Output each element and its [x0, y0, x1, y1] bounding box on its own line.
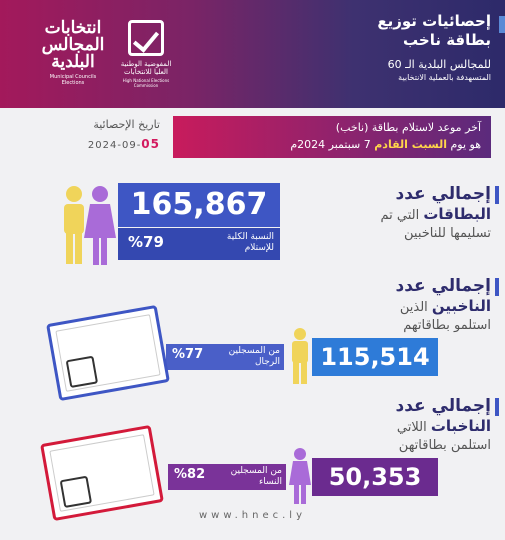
total-cards-number: 165,867 [118, 183, 280, 227]
section-marker [495, 278, 499, 296]
checkmark-icon [128, 20, 164, 56]
man-woman-figures-icon [60, 182, 118, 268]
logo-subtext: Municipal Councils Elections [49, 74, 97, 86]
hnec-logo-subtext: High National Elections Commission [122, 78, 170, 88]
page-title: إحصائيات توزيع بطاقة ناخب للمجالس البلدية الـ 60 المتسهدفة بالعملية الانتخابية [377, 12, 491, 82]
section-marker [495, 398, 499, 416]
deadline-notice: آخر موعد لاستلام بطاقة (ناخب) هو يوم السبت القادم 7 سبتمبر 2024م [173, 116, 491, 158]
hnec-logo [116, 20, 176, 90]
women-voters-number: 50,353 [312, 458, 438, 496]
man-figure-icon [288, 326, 312, 384]
total-percent-badge: %79 النسبة الكلية للإستلام [118, 228, 280, 260]
website-url: www.hnec.ly [199, 510, 306, 521]
voter-card-image [40, 425, 164, 521]
municipal-elections-logo [38, 18, 108, 86]
logo-text: انتخابات المجالس البلدية [41, 18, 105, 72]
header-banner [0, 0, 505, 108]
statistics-date: تاريخ الإحصائية 2024-09-05 [87, 118, 160, 151]
men-voters-title: إجمالي عدد الناخبين الذين استلمو بطاقاتهم [395, 276, 491, 333]
men-voters-number: 115,514 [312, 338, 438, 376]
woman-figure-icon [288, 446, 312, 504]
total-cards-title: إجمالي عدد البطاقات التي تم تسليمها للناخبين [380, 184, 491, 241]
title-accent-bar [499, 16, 505, 33]
checkmark-icon [60, 476, 92, 508]
hnec-logo-text: المفوضية الوطنية العليا للانتخابات [120, 60, 172, 76]
voter-card-image [46, 305, 170, 401]
men-percent-badge: %77 من المسجلين الرجال [166, 344, 284, 370]
section-marker [495, 186, 499, 204]
checkmark-icon [66, 356, 98, 388]
women-voters-title: إجمالي عدد الناخبات اللاتي استلمن بطاقاتهن [395, 396, 491, 453]
women-percent-badge: %82 من المسجلين النساء [168, 464, 286, 490]
